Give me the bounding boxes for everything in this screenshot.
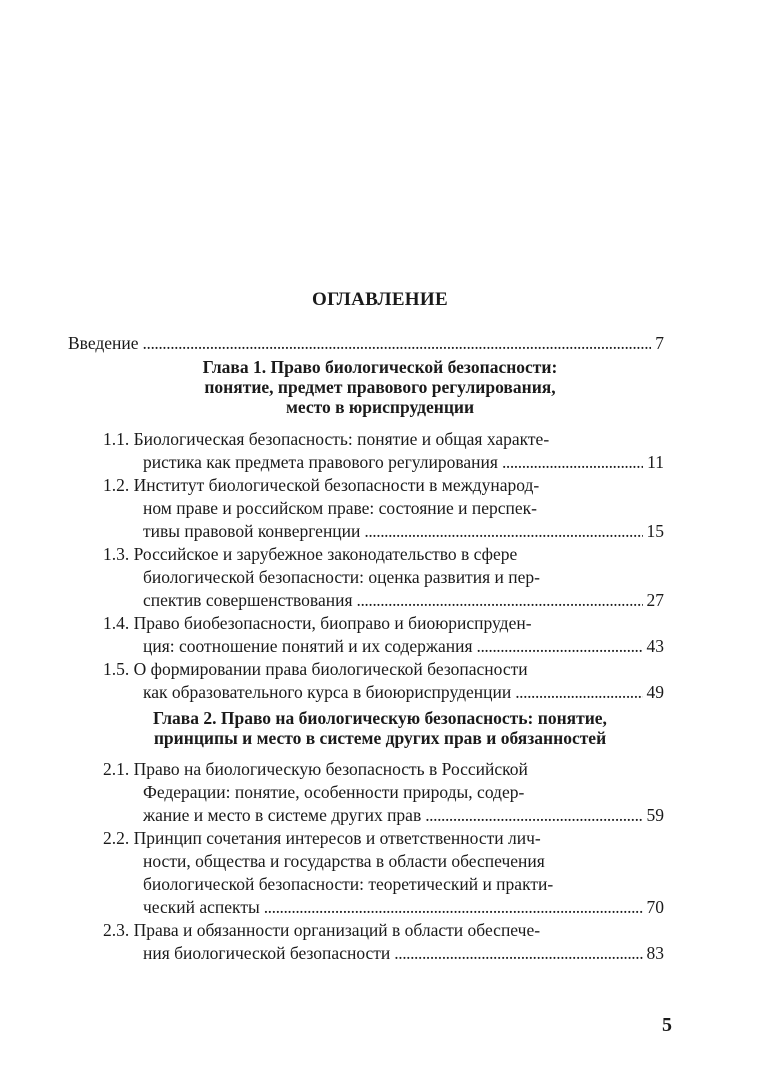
entry-text: ристика как предмета правового регулирования bbox=[143, 452, 498, 472]
chapter-line: Глава 2. Право на биологическую безопасность: понятие, bbox=[153, 708, 607, 728]
toc-entry-1-2-line: ном праве и российском праве: состояние и перспек- bbox=[143, 498, 537, 518]
toc-entry-2-2-line: биологической безопасности: теоретический и практи- bbox=[143, 874, 554, 894]
dot-leader bbox=[477, 635, 643, 657]
chapter-line: место в юриспруденции bbox=[285, 397, 475, 417]
dot-leader bbox=[515, 681, 642, 703]
page-number: 49 bbox=[646, 682, 664, 702]
entry-text: ция: соотношение понятий и их содержания bbox=[143, 636, 473, 656]
toc-entry-2-1 bbox=[143, 804, 664, 826]
toc-entry-2-1-line: 2.1. Право на биологическую безопасность в Российской bbox=[103, 759, 528, 779]
toc-entry-1-3-line: биологической безопасности: оценка развития и пер- bbox=[143, 567, 540, 587]
dot-leader bbox=[357, 589, 643, 611]
toc-entry-1-5 bbox=[143, 681, 664, 703]
chapter-line: Глава 1. Право биологической безопасности: bbox=[202, 357, 558, 377]
entry-text: тивы правовой конвергенции bbox=[143, 521, 361, 541]
toc-entry-intro bbox=[68, 332, 664, 354]
toc-entry-2-3 bbox=[143, 942, 664, 964]
toc-title: ОГЛАВЛЕНИЕ bbox=[312, 289, 448, 310]
entry-text: ческий аспекты bbox=[143, 897, 260, 917]
entry-text: как образовательного курса в биоюриспруденции bbox=[143, 682, 512, 702]
entry-text: спектив совершенствования bbox=[143, 590, 353, 610]
page-number: 11 bbox=[647, 452, 664, 472]
toc-entry-2-2-line: 2.2. Принцип сочетания интересов и ответственности лич- bbox=[103, 828, 541, 848]
chapter-1-heading bbox=[0, 357, 760, 417]
entry-text: ния биологической безопасности bbox=[143, 943, 391, 963]
page-number: 83 bbox=[646, 943, 664, 963]
toc-entry-1-1 bbox=[143, 451, 664, 473]
toc-entry-2-2 bbox=[143, 896, 664, 918]
entry-text: Введение bbox=[68, 333, 139, 353]
toc-entry-1-2 bbox=[143, 520, 664, 542]
toc-entry-1-5-line: 1.5. О формировании права биологической безопасности bbox=[103, 659, 528, 679]
dot-leader bbox=[143, 332, 652, 354]
dot-leader bbox=[364, 520, 642, 542]
chapter-line: принципы и место в системе других прав и обязанностей bbox=[153, 728, 607, 748]
entry-text: жание и место в системе других прав bbox=[143, 805, 422, 825]
toc-entry-1-4-line: 1.4. Право биобезопасности, биоправо и биоюриспруден- bbox=[103, 613, 532, 633]
page-number: 70 bbox=[646, 897, 664, 917]
page-number: 59 bbox=[646, 805, 664, 825]
toc-entry-2-3-line: 2.3. Права и обязанности организаций в области обеспече- bbox=[103, 920, 541, 940]
chapter-2-heading bbox=[0, 708, 760, 748]
toc-entry-1-2-line: 1.2. Институт биологической безопасности в международ- bbox=[103, 475, 540, 495]
toc-entry-1-3-line: 1.3. Российское и зарубежное законодательство в сфере bbox=[103, 544, 518, 564]
dot-leader bbox=[425, 804, 642, 826]
chapter-line: понятие, предмет правового регулирования, bbox=[204, 377, 556, 397]
page-number: 27 bbox=[646, 590, 664, 610]
toc-entry-1-3 bbox=[143, 589, 664, 611]
toc-entry-2-2-line: ности, общества и государства в области обеспечения bbox=[143, 851, 545, 871]
dot-leader bbox=[394, 942, 642, 964]
page-number: 43 bbox=[646, 636, 664, 656]
toc-entry-1-1-line: 1.1. Биологическая безопасность: понятие и общая характе- bbox=[103, 429, 550, 449]
dot-leader bbox=[264, 896, 643, 918]
toc-entry-1-4 bbox=[143, 635, 664, 657]
page-number: 7 bbox=[655, 333, 664, 353]
page-number: 15 bbox=[646, 521, 664, 541]
page-folio: 5 bbox=[662, 1014, 672, 1036]
dot-leader bbox=[502, 451, 643, 473]
toc-entry-2-1-line: Федерации: понятие, особенности природы, содер- bbox=[143, 782, 525, 802]
